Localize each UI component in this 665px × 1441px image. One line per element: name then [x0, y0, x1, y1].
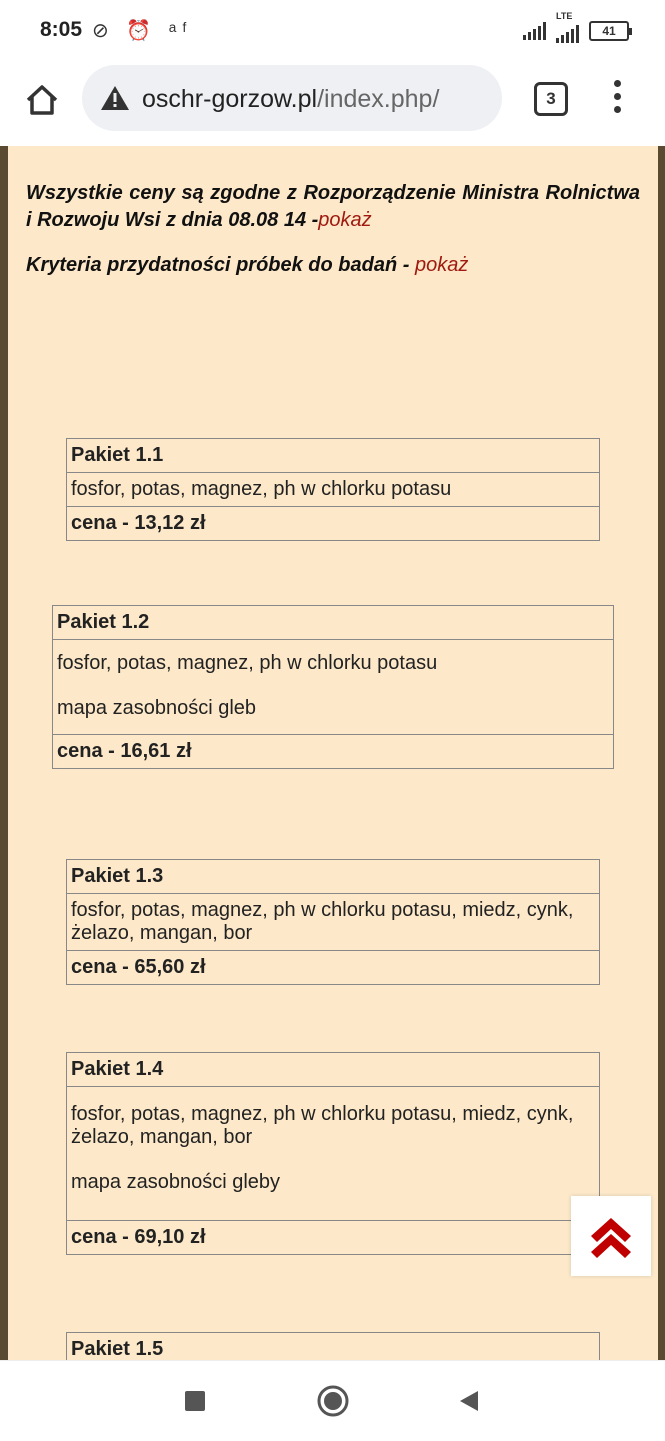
- status-right-icons: [523, 11, 629, 44]
- home-button[interactable]: [22, 80, 62, 120]
- network-type: LTE: [556, 11, 573, 21]
- criteria-text: Kryteria przydatności próbek do badań -: [26, 254, 415, 276]
- package-price: cena - 13,12 zł: [67, 507, 600, 541]
- address-bar[interactable]: [82, 65, 502, 131]
- package-items: fosfor, potas, magnez, ph w chlorku potasu: [67, 473, 600, 507]
- intro-paragraph: [26, 180, 640, 234]
- package-price: cena - 65,60 zł: [67, 951, 600, 985]
- package-title: Pakiet 1.1: [67, 439, 600, 473]
- scroll-to-top-button[interactable]: [571, 1196, 651, 1276]
- status-notification-icons: ⊘ ⏰ ᵃᶠ: [92, 20, 193, 42]
- browser-toolbar: [0, 60, 665, 147]
- package-title: Pakiet 1.2: [53, 606, 614, 640]
- package-items: fosfor, potas, magnez, ph w chlorku potasu, miedz, cynk, żelazo, mangan, bor: [67, 894, 600, 951]
- criteria-show-link[interactable]: pokaż: [414, 254, 469, 276]
- status-bar: [0, 0, 665, 60]
- lte-signal-icon: [556, 11, 579, 43]
- battery-icon: 41: [589, 21, 629, 41]
- package-map: mapa zasobności gleby: [71, 1171, 281, 1193]
- criteria-paragraph: [26, 254, 468, 277]
- package-price: cena - 16,61 zł: [53, 735, 614, 769]
- package-table: [66, 438, 600, 541]
- status-time: 8:05: [40, 18, 83, 41]
- url-path: /index.php/: [317, 85, 440, 113]
- warning-icon[interactable]: [100, 85, 130, 116]
- package-details: [67, 1087, 600, 1221]
- package-items: fosfor, potas, magnez, ph w chlorku potasu: [57, 652, 438, 674]
- double-chevron-up-icon: [571, 1196, 651, 1276]
- intro-text: Wszystkie ceny są zgodne z Rozporządzenie Ministra Rolnictwa i Rozwoju Wsi z dnia 08.08 14 -: [26, 182, 640, 231]
- url-host: oschr-gorzow.pl: [142, 85, 318, 113]
- package-price: cena - 69,10 zł: [67, 1221, 600, 1255]
- package-table: [52, 605, 614, 769]
- package-title: Pakiet 1.5: [67, 1333, 600, 1361]
- home-nav-button[interactable]: [316, 1384, 350, 1423]
- back-triangle-icon: [458, 1389, 480, 1413]
- package-table: [66, 1052, 600, 1255]
- web-page: [0, 146, 665, 1360]
- recent-apps-button[interactable]: [185, 1391, 205, 1411]
- package-title: Pakiet 1.3: [67, 860, 600, 894]
- content-area: [8, 146, 658, 1360]
- signal-icon: [523, 22, 546, 40]
- package-title: Pakiet 1.4: [67, 1053, 600, 1087]
- url-text[interactable]: [142, 85, 492, 114]
- package-details: [53, 640, 614, 735]
- intro-show-link[interactable]: pokaż: [318, 209, 372, 231]
- tab-switcher-button[interactable]: 3: [534, 82, 568, 116]
- package-items: fosfor, potas, magnez, ph w chlorku potasu, miedz, cynk, żelazo, mangan, bor: [71, 1103, 574, 1148]
- more-menu-icon[interactable]: [610, 80, 624, 120]
- home-icon: [22, 80, 62, 120]
- package-table: [66, 1332, 600, 1360]
- system-navigation-bar: [0, 1360, 665, 1441]
- package-map: mapa zasobności gleb: [57, 697, 257, 719]
- back-button[interactable]: [458, 1389, 480, 1418]
- circle-home-icon: [316, 1384, 350, 1418]
- package-table: [66, 859, 600, 985]
